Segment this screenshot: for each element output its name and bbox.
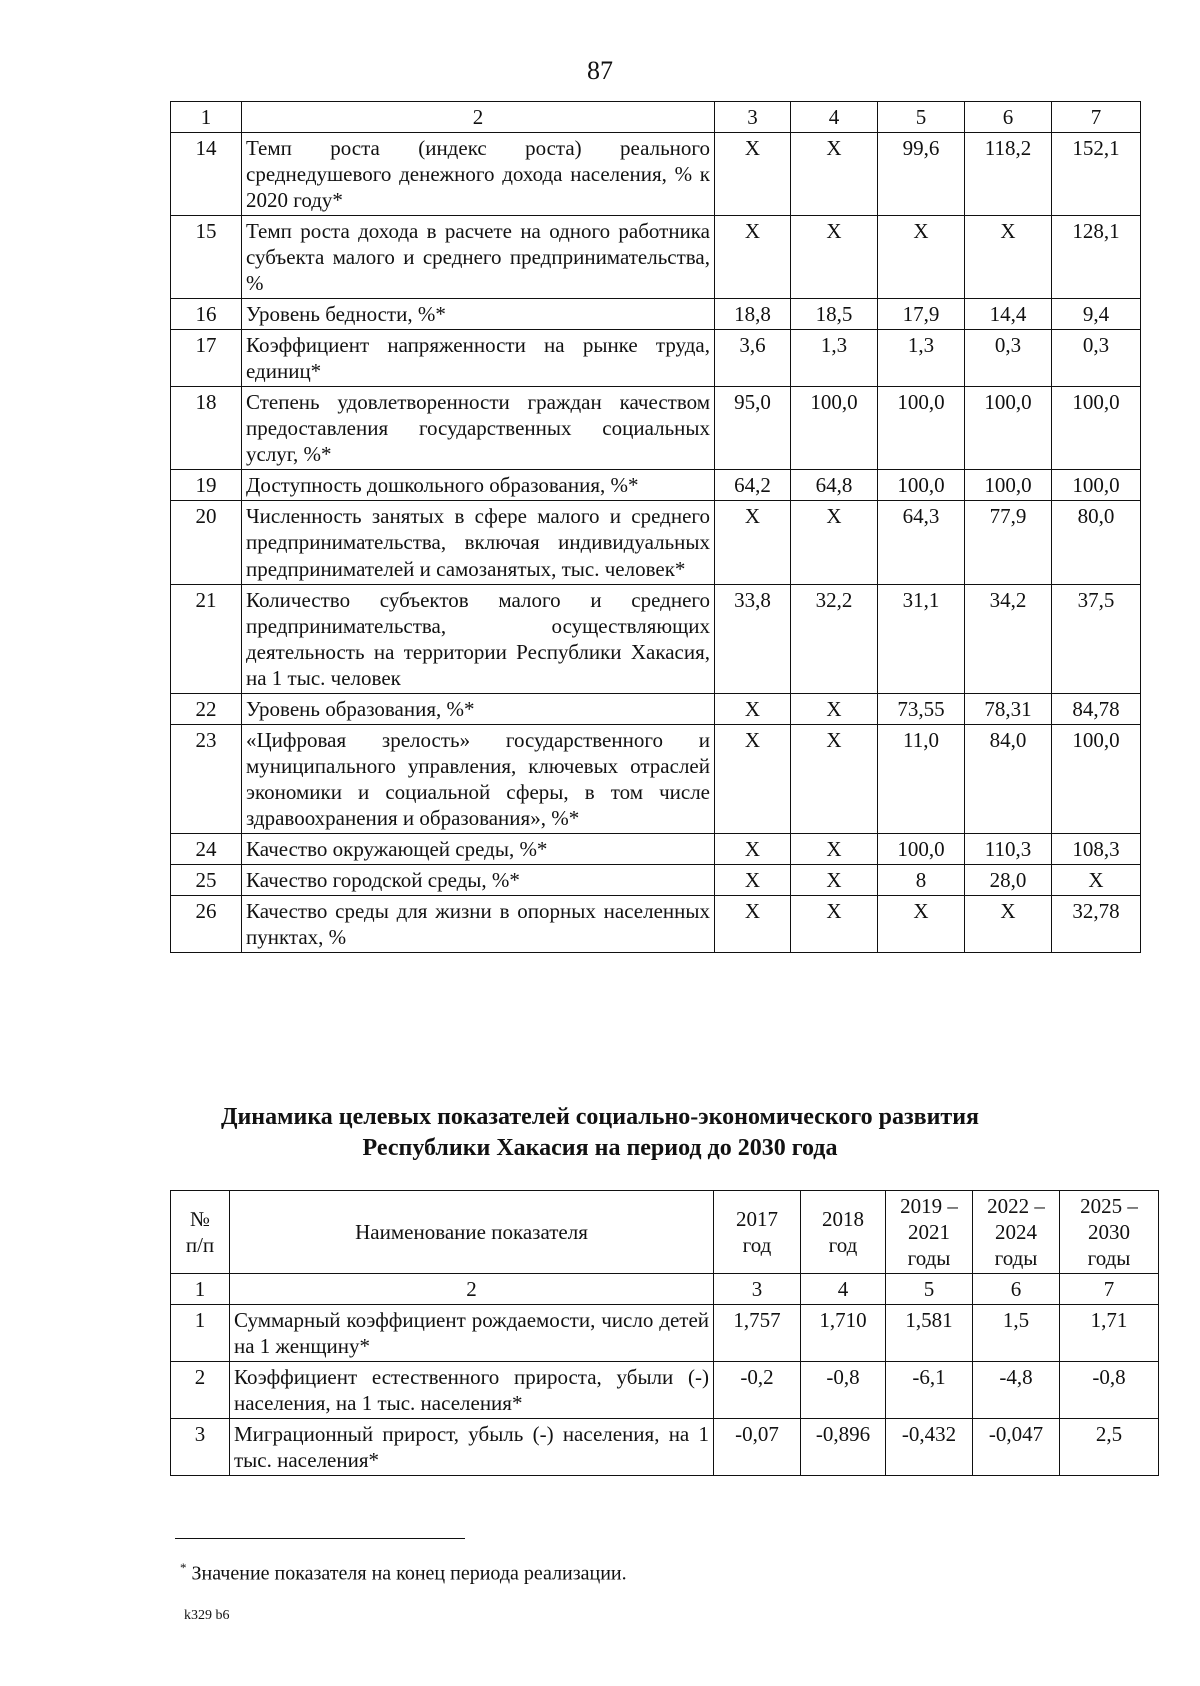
column-number-cell: 3 xyxy=(714,1274,801,1305)
indicator-name-cell: Уровень образования, %* xyxy=(242,693,715,724)
value-cell: -0,07 xyxy=(714,1419,801,1476)
table-row xyxy=(171,724,1141,833)
value-cell: Х xyxy=(715,216,791,299)
value-cell: 100,0 xyxy=(878,470,965,501)
value-cell: -0,8 xyxy=(801,1362,886,1419)
value-cell: 37,5 xyxy=(1052,584,1141,693)
value-cell: Х xyxy=(715,501,791,584)
column-number-cell: 2 xyxy=(242,102,715,133)
value-cell: 110,3 xyxy=(965,833,1052,864)
value-cell: Х xyxy=(715,833,791,864)
column-header xyxy=(230,1191,714,1274)
row-number-cell: 17 xyxy=(171,330,242,387)
value-cell: 1,710 xyxy=(801,1305,886,1362)
value-cell: 80,0 xyxy=(1052,501,1141,584)
column-number-cell: 5 xyxy=(878,102,965,133)
value-cell: -0,896 xyxy=(801,1419,886,1476)
indicator-name-cell: «Цифровая зрелость» государственного и муниципального управления, ключевых отраслей экономики и социальной сферы, в том числе здравоохранения и образования», %* xyxy=(242,724,715,833)
column-header-line: годы xyxy=(907,1246,951,1271)
column-header xyxy=(714,1191,801,1274)
column-number-cell: 2 xyxy=(230,1274,714,1305)
value-cell: 100,0 xyxy=(878,387,965,470)
value-cell: Х xyxy=(791,864,878,895)
value-cell: 1,757 xyxy=(714,1305,801,1362)
row-number-cell: 24 xyxy=(171,833,242,864)
column-header-line: 2017 xyxy=(736,1207,778,1232)
row-number-cell: 21 xyxy=(171,584,242,693)
column-header-line: п/п xyxy=(185,1233,215,1258)
table-row xyxy=(171,133,1141,216)
table-row xyxy=(171,216,1141,299)
value-cell: 84,78 xyxy=(1052,693,1141,724)
value-cell: 64,3 xyxy=(878,501,965,584)
column-number-cell: 3 xyxy=(715,102,791,133)
value-cell: 100,0 xyxy=(965,387,1052,470)
value-cell: Х xyxy=(715,864,791,895)
value-cell: Х xyxy=(791,216,878,299)
column-header-line: 2019 – xyxy=(900,1194,958,1218)
table-row xyxy=(171,864,1141,895)
footnote-mark: * xyxy=(180,1560,187,1575)
indicators-table-continued xyxy=(170,101,1141,953)
value-cell: 1,5 xyxy=(973,1305,1060,1362)
column-number-cell: 1 xyxy=(171,102,242,133)
column-header-line: 2030 xyxy=(1088,1220,1130,1245)
value-cell: 73,55 xyxy=(878,693,965,724)
column-header xyxy=(801,1191,886,1274)
value-cell: 64,8 xyxy=(791,470,878,501)
column-number-cell: 1 xyxy=(171,1274,230,1305)
indicator-name-cell: Коэффициент напряженности на рынке труда, единиц* xyxy=(242,330,715,387)
column-header-line: 2024 xyxy=(995,1220,1037,1245)
table-row xyxy=(171,1362,1159,1419)
value-cell: 34,2 xyxy=(965,584,1052,693)
indicator-name-cell: Темп роста дохода в расчете на одного работника субъекта малого и среднего предпринимательства, % xyxy=(242,216,715,299)
value-cell: Х xyxy=(791,895,878,952)
indicator-name-cell: Доступность дошкольного образования, %* xyxy=(242,470,715,501)
value-cell: -6,1 xyxy=(886,1362,973,1419)
indicator-name-cell: Степень удовлетворенности граждан качеством предоставления государственных социальных услуг, %* xyxy=(242,387,715,470)
value-cell: 100,0 xyxy=(791,387,878,470)
value-cell: 100,0 xyxy=(878,833,965,864)
value-cell: 2,5 xyxy=(1060,1419,1159,1476)
value-cell: 18,8 xyxy=(715,299,791,330)
column-header-line: № xyxy=(189,1207,211,1232)
table-row xyxy=(171,1419,1159,1476)
value-cell: Х xyxy=(965,216,1052,299)
column-number-row xyxy=(171,102,1141,133)
column-number-cell: 5 xyxy=(886,1274,973,1305)
row-number-cell: 14 xyxy=(171,133,242,216)
indicator-name-cell: Темп роста (индекс роста) реального среднедушевого денежного дохода населения, % к 2020 году* xyxy=(242,133,715,216)
column-header-line: Наименование показателя xyxy=(355,1220,588,1245)
indicator-name-cell: Количество субъектов малого и среднего предпринимательства, осуществляющих деятельность на территории Республики Хакасия, на 1 тыс. человек xyxy=(242,584,715,693)
section-title xyxy=(0,1102,1200,1164)
row-number-cell: 15 xyxy=(171,216,242,299)
value-cell: 31,1 xyxy=(878,584,965,693)
value-cell: 1,581 xyxy=(886,1305,973,1362)
footnote-divider xyxy=(175,1538,465,1539)
value-cell: 3,6 xyxy=(715,330,791,387)
page-number: 87 xyxy=(587,56,613,85)
value-cell: -0,2 xyxy=(714,1362,801,1419)
value-cell: 14,4 xyxy=(965,299,1052,330)
value-cell: Х xyxy=(791,133,878,216)
section-title-line-2: Республики Хакасия на период до 2030 года xyxy=(362,1135,838,1162)
table-row xyxy=(171,895,1141,952)
value-cell: 8 xyxy=(878,864,965,895)
value-cell: Х xyxy=(715,693,791,724)
column-header-line: 2021 xyxy=(908,1220,950,1245)
column-number-cell: 7 xyxy=(1060,1274,1159,1305)
table-header-row xyxy=(171,1191,1159,1274)
footnote xyxy=(180,1560,627,1586)
value-cell: -4,8 xyxy=(973,1362,1060,1419)
value-cell: -0,047 xyxy=(973,1419,1060,1476)
value-cell: 77,9 xyxy=(965,501,1052,584)
value-cell: 28,0 xyxy=(965,864,1052,895)
footnote-text: Значение показателя на конец периода реализации. xyxy=(191,1562,627,1585)
value-cell: 33,8 xyxy=(715,584,791,693)
column-header xyxy=(171,1191,230,1274)
table-row xyxy=(171,833,1141,864)
value-cell: 100,0 xyxy=(1052,724,1141,833)
value-cell: Х xyxy=(1052,864,1141,895)
row-number-cell: 2 xyxy=(171,1362,230,1419)
column-header-line: 2025 – xyxy=(1080,1194,1138,1218)
value-cell: Х xyxy=(715,133,791,216)
row-number-cell: 25 xyxy=(171,864,242,895)
column-number-cell: 6 xyxy=(973,1274,1060,1305)
column-number-cell: 7 xyxy=(1052,102,1141,133)
value-cell: 95,0 xyxy=(715,387,791,470)
column-header-line: годы xyxy=(1087,1246,1131,1271)
value-cell: Х xyxy=(791,833,878,864)
value-cell: 0,3 xyxy=(965,330,1052,387)
value-cell: 84,0 xyxy=(965,724,1052,833)
indicator-name-cell: Миграционный прирост, убыль (-) населения, на 1 тыс. населения* xyxy=(230,1419,714,1476)
column-number-cell: 6 xyxy=(965,102,1052,133)
column-header xyxy=(886,1191,973,1274)
column-header xyxy=(973,1191,1060,1274)
value-cell: Х xyxy=(791,501,878,584)
table-row xyxy=(171,693,1141,724)
column-number-row xyxy=(171,1274,1159,1305)
indicator-name-cell: Коэффициент естественного прироста, убыли (-) населения, на 1 тыс. населения* xyxy=(230,1362,714,1419)
value-cell: Х xyxy=(965,895,1052,952)
column-header-line: 2018 xyxy=(822,1207,864,1232)
value-cell: 118,2 xyxy=(965,133,1052,216)
row-number-cell: 23 xyxy=(171,724,242,833)
column-header-line: годы xyxy=(994,1246,1038,1271)
target-indicators-dynamics-table xyxy=(170,1190,1159,1476)
table-row xyxy=(171,584,1141,693)
column-header-line: 2022 – xyxy=(987,1194,1045,1218)
value-cell: 99,6 xyxy=(878,133,965,216)
section-title-line-1: Динамика целевых показателей социально-экономического развития xyxy=(220,1104,980,1130)
value-cell: 64,2 xyxy=(715,470,791,501)
value-cell: 32,2 xyxy=(791,584,878,693)
value-cell: Х xyxy=(878,895,965,952)
value-cell: Х xyxy=(878,216,965,299)
value-cell: -0,8 xyxy=(1060,1362,1159,1419)
value-cell: 108,3 xyxy=(1052,833,1141,864)
column-number-cell: 4 xyxy=(791,102,878,133)
column-header-line: год xyxy=(742,1233,772,1258)
value-cell: 100,0 xyxy=(1052,470,1141,501)
row-number-cell: 1 xyxy=(171,1305,230,1362)
row-number-cell: 19 xyxy=(171,470,242,501)
table-row xyxy=(171,501,1141,584)
indicator-name-cell: Суммарный коэффициент рождаемости, число детей на 1 женщину* xyxy=(230,1305,714,1362)
value-cell: 32,78 xyxy=(1052,895,1141,952)
table-row xyxy=(171,330,1141,387)
column-header-line: год xyxy=(828,1233,858,1258)
indicator-name-cell: Качество среды для жизни в опорных населенных пунктах, % xyxy=(242,895,715,952)
indicator-name-cell: Уровень бедности, %* xyxy=(242,299,715,330)
row-number-cell: 20 xyxy=(171,501,242,584)
row-number-cell: 3 xyxy=(171,1419,230,1476)
value-cell: 100,0 xyxy=(1052,387,1141,470)
value-cell: 17,9 xyxy=(878,299,965,330)
value-cell: Х xyxy=(715,895,791,952)
value-cell: Х xyxy=(791,693,878,724)
table-row xyxy=(171,387,1141,470)
row-number-cell: 22 xyxy=(171,693,242,724)
value-cell: 11,0 xyxy=(878,724,965,833)
table-row xyxy=(171,470,1141,501)
value-cell: 78,31 xyxy=(965,693,1052,724)
row-number-cell: 26 xyxy=(171,895,242,952)
value-cell: 152,1 xyxy=(1052,133,1141,216)
value-cell: Х xyxy=(715,724,791,833)
table-row xyxy=(171,299,1141,330)
value-cell: 0,3 xyxy=(1052,330,1141,387)
value-cell: Х xyxy=(791,724,878,833)
indicator-name-cell: Численность занятых в сфере малого и среднего предпринимательства, включая индивидуальных предпринимателей и самозанятых, тыс. человек* xyxy=(242,501,715,584)
value-cell: 1,3 xyxy=(878,330,965,387)
value-cell: 128,1 xyxy=(1052,216,1141,299)
value-cell: -0,432 xyxy=(886,1419,973,1476)
value-cell: 1,3 xyxy=(791,330,878,387)
indicator-name-cell: Качество городской среды, %* xyxy=(242,864,715,895)
value-cell: 9,4 xyxy=(1052,299,1141,330)
document-code: k329 b6 xyxy=(184,1608,230,1623)
column-header xyxy=(1060,1191,1159,1274)
row-number-cell: 18 xyxy=(171,387,242,470)
value-cell: 100,0 xyxy=(965,470,1052,501)
column-number-cell: 4 xyxy=(801,1274,886,1305)
value-cell: 18,5 xyxy=(791,299,878,330)
table-row xyxy=(171,1305,1159,1362)
value-cell: 1,71 xyxy=(1060,1305,1159,1362)
indicator-name-cell: Качество окружающей среды, %* xyxy=(242,833,715,864)
row-number-cell: 16 xyxy=(171,299,242,330)
